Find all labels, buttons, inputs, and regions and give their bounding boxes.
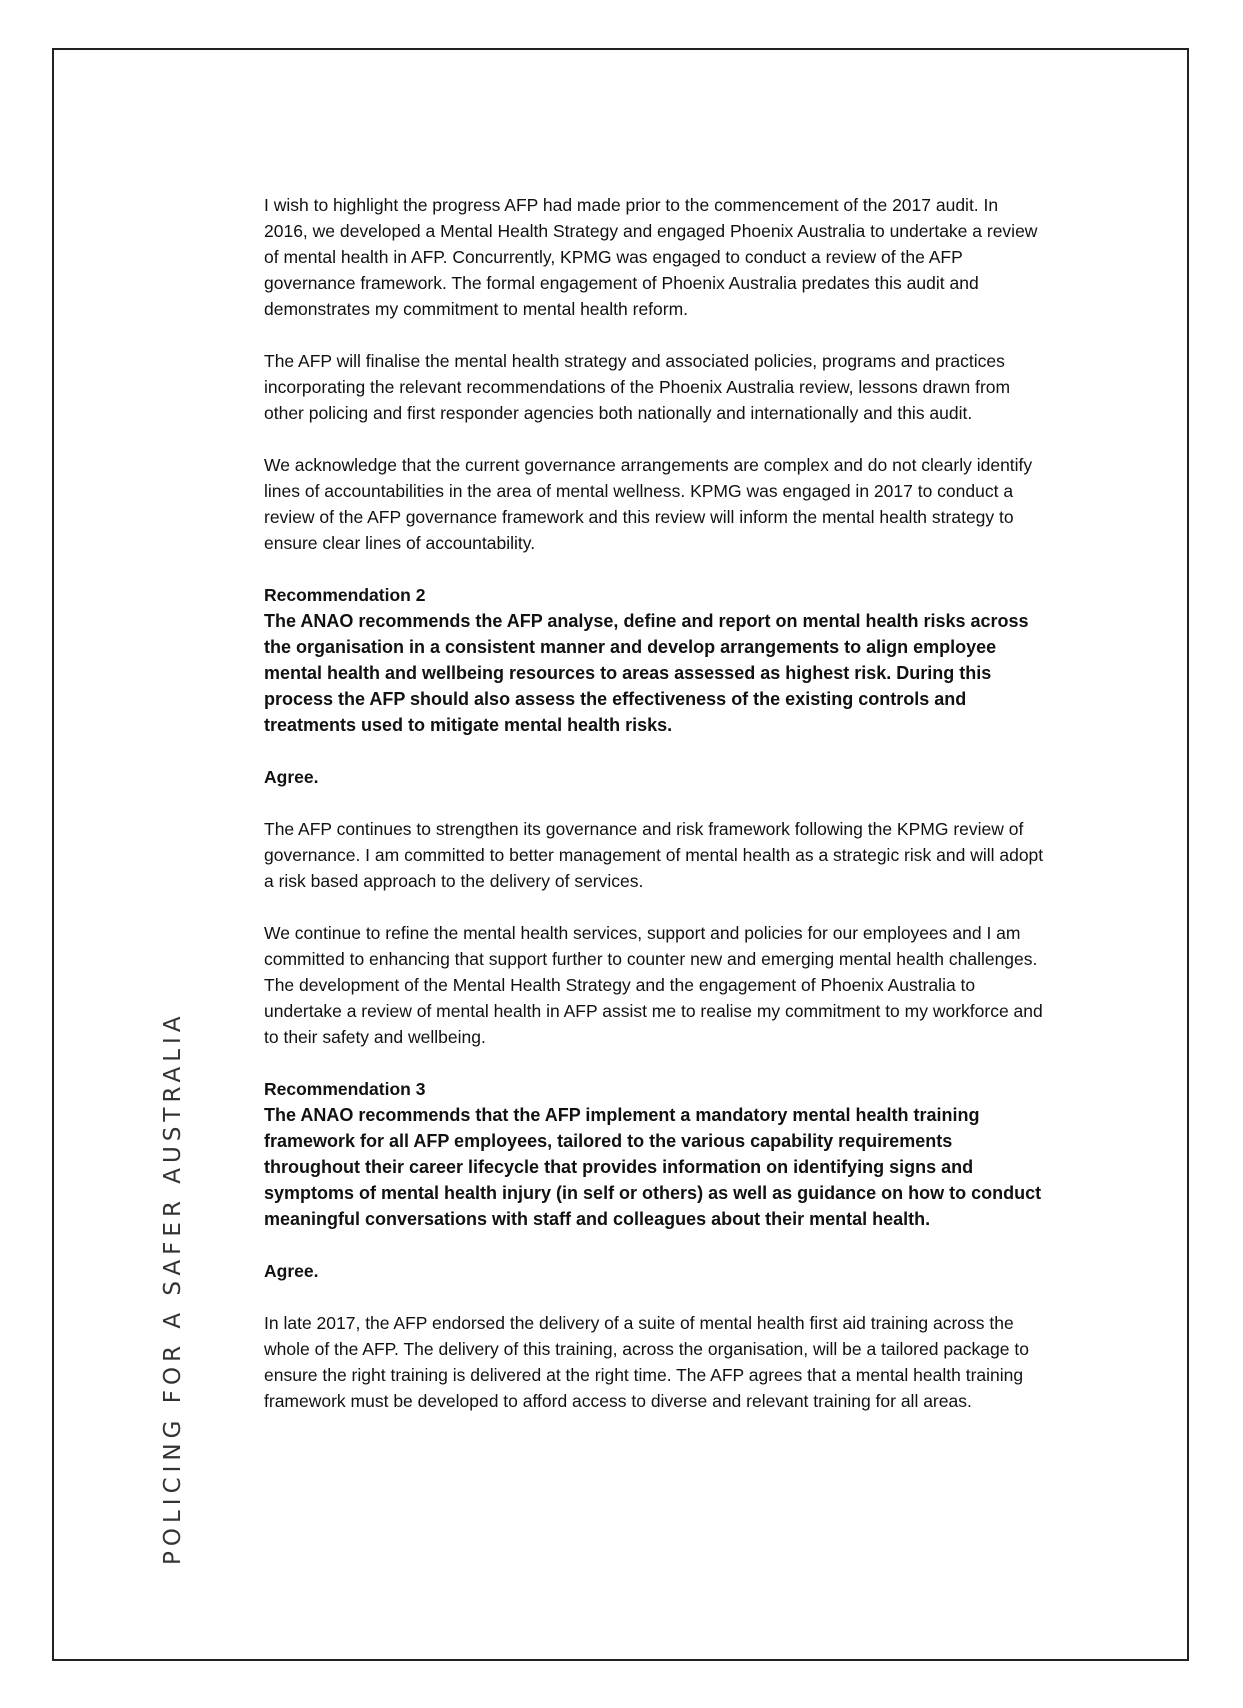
side-slogan: POLICING FOR A SAFER AUSTRALIA [160, 1011, 186, 1565]
recommendation-2-heading: Recommendation 2 [264, 585, 426, 605]
recommendation-3-text: The ANAO recommends that the AFP implement a mandatory mental health training framework for all AFP employees, tailored to the various capability requirements throughout their career lifecycle that provides information on identifying signs and symptoms of mental health injury (in self or others) as well as guidance on how to conduct meaningful conversations with staff and colleagues about their mental health. [264, 1105, 1042, 1229]
recommendation-3 [264, 1076, 1044, 1232]
recommendation-3-heading: Recommendation 3 [264, 1079, 426, 1099]
recommendation-3-response: Agree. [264, 1261, 319, 1281]
recommendation-2 [264, 582, 1044, 738]
paragraph-finalise-strategy: The AFP will finalise the mental health strategy and associated policies, programs and practices incorporating the relevant recommendations of the Phoenix Australia review, lessons drawn from other policing and first responder agencies both nationally and internationally and this audit. [264, 351, 1011, 423]
recommendation-2-response: Agree. [264, 767, 319, 787]
paragraph-progress: I wish to highlight the progress AFP had made prior to the commencement of the 2017 audit. In 2016, we developed a Mental Health Strategy and engaged Phoenix Australia to undertake a review of mental health in AFP. Concurrently, KPMG was engaged to conduct a review of the AFP governance framework. The formal engagement of Phoenix Australia predates this audit and demonstrates my commitment to mental health reform. [264, 195, 1038, 319]
letter-body [264, 192, 1044, 1440]
recommendation-2-text: The ANAO recommends the AFP analyse, define and report on mental health risks across the organisation in a consistent manner and develop arrangements to align employee mental health and wellbeing resources to areas assessed as highest risk. During this process the AFP should also assess the effectiveness of the existing controls and treatments used to mitigate mental health risks. [264, 611, 1029, 735]
paragraph-training: In late 2017, the AFP endorsed the delivery of a suite of mental health first aid training across the whole of the AFP. The delivery of this training, across the organisation, will be a tailored package to ensure the right training is delivered at the right time. The AFP agrees that a mental health training framework must be developed to afford access to diverse and relevant training for all areas. [264, 1313, 1029, 1411]
paragraph-risk-framework: The AFP continues to strengthen its governance and risk framework following the KPMG review of governance. I am committed to better management of mental health as a strategic risk and will adopt a risk based approach to the delivery of services. [264, 819, 1044, 891]
paragraph-refine-services: We continue to refine the mental health services, support and policies for our employees and I am committed to enhancing that support further to counter new and emerging mental health challenges. The development of the Mental Health Strategy and the engagement of Phoenix Australia to undertake a review of mental health in AFP assist me to realise my commitment to my workforce and to their safety and wellbeing. [264, 923, 1043, 1047]
paragraph-governance: We acknowledge that the current governance arrangements are complex and do not clearly identify lines of accountabilities in the area of mental wellness. KPMG was engaged in 2017 to conduct a review of the AFP governance framework and this review will inform the mental health strategy to ensure clear lines of accountability. [264, 455, 1033, 553]
